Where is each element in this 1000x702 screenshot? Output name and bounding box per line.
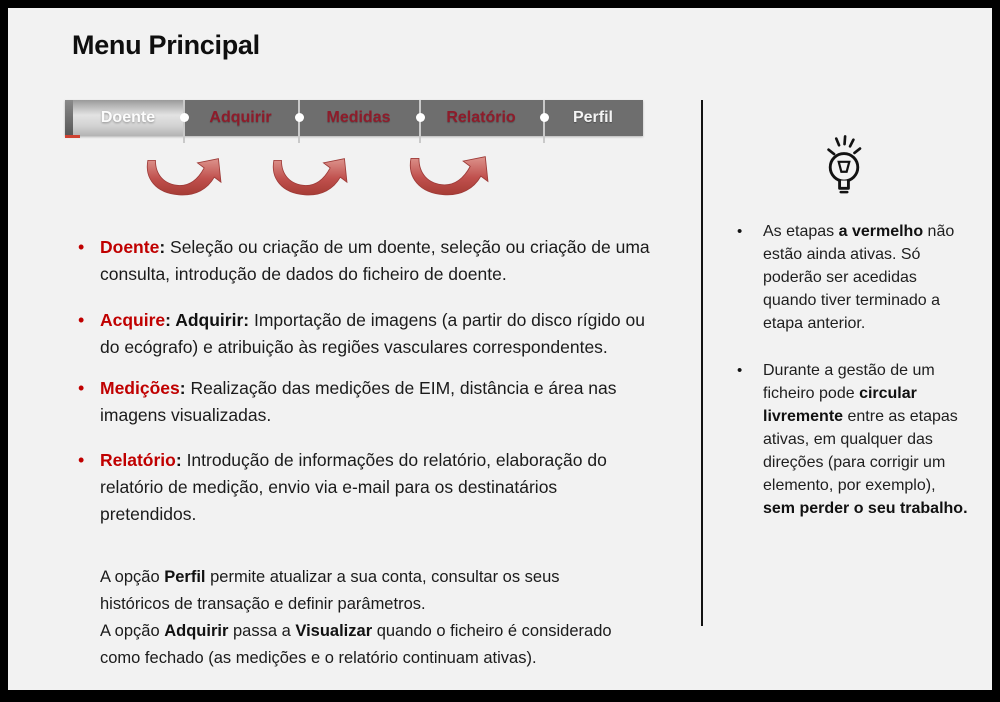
main-menu-bar xyxy=(65,100,643,136)
bullet-icon: • xyxy=(737,223,743,240)
bullet-relatorio-text: Relatório: Introdução de informações do relatório, elaboração do relatório de medição, envio via e-mail para os destinatários pretendidos. xyxy=(100,450,607,524)
separator-dot-icon xyxy=(540,113,549,122)
bullet-icon: • xyxy=(78,450,85,470)
tab-doente[interactable]: Doente xyxy=(73,100,183,136)
tab-perfil[interactable]: Perfil xyxy=(572,109,613,126)
menu-description-list xyxy=(74,234,660,528)
curved-arrow-icon xyxy=(268,156,352,200)
bullet-icon: • xyxy=(78,237,85,257)
vertical-divider xyxy=(701,100,703,626)
curved-arrow-icon xyxy=(142,156,226,200)
bullet-adquirir-text: Acquire: Adquirir: Importação de imagens (a partir do disco rígido ou do ecógrafo) e atribuição às regiões vasculares correspondentes. xyxy=(100,310,645,357)
list-item xyxy=(735,220,975,335)
separator-dot-icon xyxy=(416,113,425,122)
tip-free-circulation-text: Durante a gestão de um ficheiro pode circular livremente entre as etapas ativas, em qualquer das direções (para corrigir um elemento, por exemplo), sem perder o seu trabalho. xyxy=(763,362,968,517)
bullet-icon: • xyxy=(737,362,743,379)
bullet-icon: • xyxy=(78,378,85,398)
list-item xyxy=(74,234,660,288)
active-tab-red-marker xyxy=(65,135,80,138)
tab-relatorio[interactable]: Relatório xyxy=(446,109,516,126)
list-item xyxy=(74,307,660,361)
menu-bar-left-strip xyxy=(65,100,73,136)
bullet-icon: • xyxy=(78,310,85,330)
tip-red-steps-text: As etapas a vermelho não estão ainda ativas. Só poderão ser acedidas quando tiver terminado a etapa anterior. xyxy=(763,223,955,332)
lightbulb-icon xyxy=(814,132,874,196)
list-item xyxy=(735,359,975,520)
footnote-perfil: A opção Perfil permite atualizar a sua conta, consultar os seus históricos de transação e definir parâmetros. xyxy=(100,568,560,613)
footnote-adquirir: A opção Adquirir passa a Visualizar quando o ficheiro é considerado como fechado (as medições e o relatório continuam ativas). xyxy=(100,622,612,667)
separator-dot-icon xyxy=(180,113,189,122)
bullet-medicoes-text: Medições: Realização das medições de EIM, distância e área nas imagens visualizadas. xyxy=(100,378,617,425)
separator-dot-icon xyxy=(295,113,304,122)
tips-list xyxy=(735,220,975,520)
page-title: Menu Principal xyxy=(72,30,260,60)
tab-adquirir[interactable]: Adquirir xyxy=(209,109,272,126)
footnote-block xyxy=(100,564,620,672)
bullet-doente-text: Doente: Seleção ou criação de um doente, seleção ou criação de uma consulta, introdução de dados do ficheiro de doente. xyxy=(100,237,650,284)
tab-medidas[interactable]: Medidas xyxy=(326,109,391,126)
list-item xyxy=(74,375,660,429)
list-item xyxy=(74,447,660,528)
curved-arrow-icon xyxy=(398,154,500,200)
